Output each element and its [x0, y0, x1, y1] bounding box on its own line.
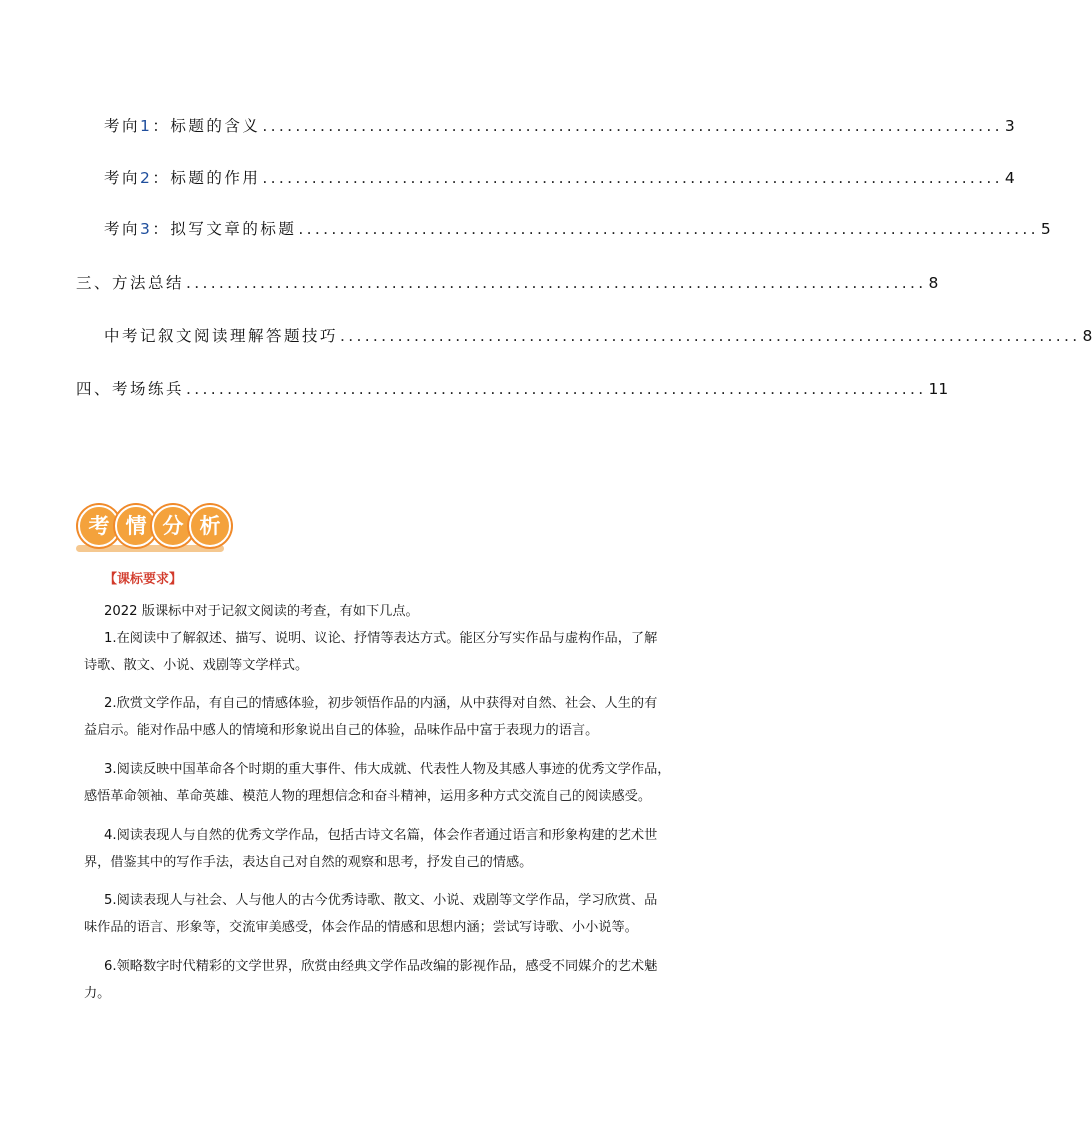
requirement-line: 力。 — [84, 986, 111, 1001]
requirement-item — [84, 690, 734, 744]
requirement-item — [84, 887, 734, 941]
requirement-item — [84, 756, 734, 810]
requirement-line: 1.在阅读中了解叙述、描写、说明、议论、抒情等表达方式。能区分写实作品与虚构作品，了解 — [104, 631, 658, 646]
toc-leader-dots: .......................................................................................... — [186, 380, 927, 398]
badge-char: 考 — [78, 505, 120, 547]
requirement-line: 6.领略数字时代精彩的文学世界，欣赏由经典文学作品改编的影视作品，感受不同媒介的艺术魅 — [104, 959, 658, 974]
toc-page-number: 3 — [1004, 117, 1015, 135]
toc-entry-title: 中考记叙文阅读理解答题技巧 — [104, 327, 339, 345]
toc-entry-title: 四、考场练兵 — [76, 380, 185, 398]
intro-paragraph — [84, 598, 734, 625]
requirement-line: 4.阅读表现人与自然的优秀文学作品，包括古诗文名篇，体会作者通过语言和形象构建的艺术世 — [104, 828, 658, 843]
toc-entry[interactable] — [104, 114, 1015, 136]
toc-entry[interactable] — [104, 217, 1051, 239]
toc-entry-title: 考向1：标题的含义 — [104, 117, 261, 135]
toc-page-number: 4 — [1004, 169, 1015, 187]
toc-page-number: 8 — [1082, 327, 1092, 345]
requirement-item — [84, 822, 734, 876]
toc-entry[interactable] — [76, 271, 939, 293]
badge-char: 情 — [115, 505, 157, 547]
requirement-line: 3.阅读反映中国革命各个时期的重大事件、伟大成就、代表性人物及其感人事迹的优秀文学作品， — [104, 762, 671, 777]
toc-entry-title: 三、方法总结 — [76, 274, 185, 292]
badge-char: 析 — [189, 505, 231, 547]
toc-leader-dots: .......................................................................................... — [262, 117, 1003, 135]
section-badge — [76, 505, 226, 551]
toc-entry[interactable] — [76, 377, 949, 399]
toc-page-number: 11 — [928, 380, 949, 398]
requirement-line: 2.欣赏文学作品，有自己的情感体验，初步领悟作品的内涵，从中获得对自然、社会、人生的有 — [104, 696, 658, 711]
requirement-line: 味作品的语言、形象等，交流审美感受，体会作品的情感和思想内涵；尝试写诗歌、小小说等。 — [84, 920, 638, 935]
toc-leader-dots: .......................................................................................... — [262, 169, 1003, 187]
toc-page-number: 8 — [928, 274, 939, 292]
requirement-item — [84, 953, 734, 1007]
toc-leader-dots: .......................................................................................... — [298, 220, 1039, 238]
requirement-line: 益启示。能对作品中感人的情境和形象说出自己的体验，品味作品中富于表现力的语言。 — [84, 723, 599, 738]
toc-entry-title: 考向3：拟写文章的标题 — [104, 220, 297, 238]
toc-entry-title: 考向2：标题的作用 — [104, 169, 261, 187]
requirement-line: 5.阅读表现人与社会、人与他人的古今优秀诗歌、散文、小说、戏剧等文学作品，学习欣赏、品 — [104, 893, 658, 908]
toc-entry[interactable] — [104, 324, 1092, 346]
requirement-line: 诗歌、散文、小说、戏剧等文学样式。 — [84, 658, 309, 673]
requirement-line: 界，借鉴其中的写作手法，表达自己对自然的观察和思考，抒发自己的情感。 — [84, 855, 533, 870]
badge-char: 分 — [152, 505, 194, 547]
section-heading: 【课标要求】 — [104, 572, 183, 587]
toc-leader-dots: .......................................................................................... — [186, 274, 927, 292]
toc-page-number: 5 — [1040, 220, 1051, 238]
requirement-item — [84, 625, 734, 679]
requirement-line: 感悟革命领袖、革命英雄、模范人物的理想信念和奋斗精神，运用多种方式交流自己的阅读感受。 — [84, 789, 652, 804]
intro-text: 2022 版课标中对于记叙文阅读的考查，有如下几点。 — [104, 604, 419, 619]
toc-leader-dots: .......................................................................................... — [340, 327, 1081, 345]
toc-entry[interactable] — [104, 166, 1015, 188]
